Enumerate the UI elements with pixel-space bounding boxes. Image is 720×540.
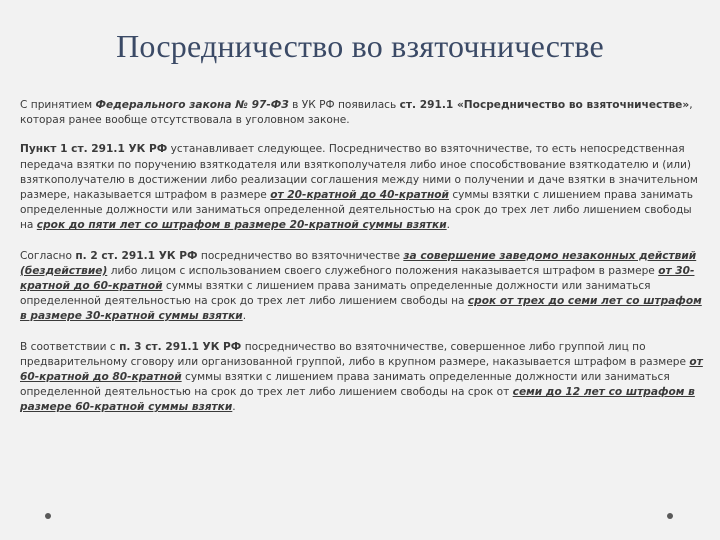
paragraph-intro [20, 98, 706, 128]
point-reference: п. 2 ст. 291.1 УК РФ [75, 249, 198, 262]
text: В соответствии с [20, 340, 120, 353]
text: С принятием [20, 99, 96, 111]
text: . [242, 310, 247, 323]
text: суммы взятки с лишением права занимать определенные должности или заниматься определенной деятельностью на срок до трех лет либо лишением свободы на [20, 280, 651, 308]
slide-title: Посредничество во взяточничестве [116, 28, 604, 64]
text: либо лицом с использованием своего служебного положения наказывается штрафом в размере [107, 264, 659, 277]
paragraph-point-1 [20, 142, 706, 233]
prison-term: семи до 12 лет со штрафом в размере 60-кратной суммы взятки [20, 386, 695, 414]
fine-range: от 60-кратной до 80-кратной [20, 355, 703, 384]
text: , которая ранее вообще отсутствовала в уголовном законе. [20, 99, 693, 127]
text: устанавливает следующее. Посредничество во взяточничестве, то есть непосредственная передача взятки по поручению взяткодателя или взяткополучателя либо иное способствование взяткодателю и (или) взяткополучателю в достижении либо реализации соглашения между ними о получении и даче взятки в значительном размере, наказывается штрафом в размере [20, 143, 698, 202]
paragraph-point-3 [20, 340, 706, 416]
text: суммы взятки с лишением права занимать определенные должности или заниматься определенной деятельностью на срок до трех лет либо лишением свободы на [20, 189, 694, 232]
prison-term: срок до пяти лет со штрафом в размере 20-кратной суммы взятки [36, 219, 447, 232]
text: . [232, 401, 236, 414]
text: Согласно [20, 249, 76, 262]
fine-range: от 30-кратной до 60-кратной [20, 264, 695, 293]
decorative-dot-right [667, 513, 673, 519]
text: . [446, 219, 451, 232]
offense-description: за совершение заведомо незаконных действий (бездействие) [20, 249, 697, 277]
text: в УК РФ появилась [288, 99, 400, 111]
article-reference: ст. 291.1 «Посредничество во взяточничестве» [399, 99, 690, 111]
text: посредничество во взяточничестве, совершенное либо группой лиц по предварительному сговору или организованной группой, либо в крупном размере, наказывается штрафом в размере [20, 340, 690, 368]
slide-body [20, 98, 706, 431]
text: суммы взятки с лишением права занимать определенные должности или заниматься определенной деятельностью на срок до трех лет либо лишением свободы на срок от [20, 371, 670, 399]
prison-term: срок от трех до семи лет со штрафом в размере 30-кратной суммы взятки [20, 295, 702, 323]
text: посредничество во взяточничестве [197, 249, 404, 262]
point-reference: п. 3 ст. 291.1 УК РФ [119, 340, 242, 353]
paragraph-point-2 [20, 249, 706, 325]
decorative-dot-left [45, 513, 51, 519]
fine-range: от 20-кратной до 40-кратной [270, 189, 449, 202]
law-reference: Федерального закона № 97-ФЗ [95, 99, 289, 111]
point-reference: Пункт 1 ст. 291.1 УК РФ [20, 143, 168, 156]
